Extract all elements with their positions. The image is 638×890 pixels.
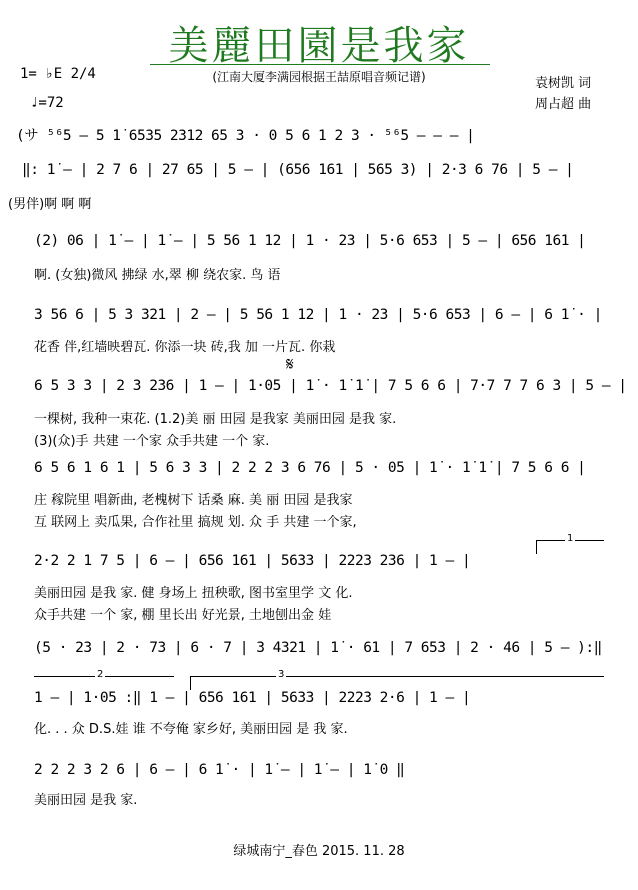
score-row-lyrics: (男伴)啊 啊 啊 xyxy=(8,197,92,212)
score-row-notes: (5 · 23 | 2 · 73 | 6 · 7 | 3 4321 | 1̇ · 61 | 7 653 | 2 · 46 | 5 – ):‖ xyxy=(34,640,602,656)
score-row-notes: (サ ⁵⁶5 – 5 1̇ 6535 2312 65 3 · 0 5 6 1 2 3 · ⁵⁶5 – – – | xyxy=(16,128,475,144)
score-row-lyrics: 一棵树, 我种一束花. (1.2)美 丽 田园 是我家 美丽田园 是我 家. xyxy=(34,412,397,427)
score-row-lyrics: 美丽田园 是我 家. 健 身场上 扭秧歌, 图书室里学 文 化. xyxy=(34,586,353,601)
score-row-notes: 3 56 6 | 5 3 321 | 2 – | 5 56 1 12 | 1 · 23 | 5·6 653 | 6 – | 6 1̇ · | xyxy=(34,307,602,323)
volta-3-number: 3 xyxy=(278,669,285,680)
tempo-marking: ♩=72 xyxy=(30,95,64,111)
score-row-notes: (2) 06 | 1̇ – | 1̇ – | 5 56 1 12 | 1 · 23 | 5·6 653 | 5 – | 656 161 | xyxy=(34,233,586,249)
score-row-lyrics: 化. . . 众 D.S.娃 谁 不夸俺 家乡好, 美丽田园 是 我 家. xyxy=(34,722,348,737)
key-signature: 1= ♭E 2/4 xyxy=(20,66,96,82)
score-row-notes: 1 – | 1·05 :‖ 1 – | 656 161 | 5633 | 2223 2·6 | 1 – | xyxy=(34,690,471,706)
volta-2-number: 2 xyxy=(97,669,104,680)
page-title: 美麗田園是我家 xyxy=(168,23,470,69)
footer-signature: 绿城南宁_春色 2015. 11. 28 xyxy=(233,844,405,859)
score-row-notes: 6 5 6 1 6 1 | 5 6 3 3 | 2 2 2 3 6 76 | 5 · 05 | 1̇ · 1̇ 1̇ | 7 5 6 6 | xyxy=(34,460,586,476)
lyricist-credit: 袁树凯 词 xyxy=(535,76,592,91)
volta-3-bracket-start xyxy=(190,676,191,690)
volta-3-bracket xyxy=(190,676,604,677)
score-row-lyrics: 庄 稼院里 唱新曲, 老槐树下 话桑 麻. 美 丽 田园 是我家 xyxy=(34,493,353,508)
composer-credit: 周占超 曲 xyxy=(535,97,592,112)
score-row-lyrics: 花香 伴,红墙映碧瓦. 你添一块 砖,我 加 一片瓦. 你栽 xyxy=(34,340,336,355)
score-row-notes: 2·2 2 1 7 5 | 6 – | 656 161 | 5633 | 2223 236 | 1 – | xyxy=(34,553,471,569)
subtitle: (江南大厦李满园根据王喆原唱音频记谱) xyxy=(212,70,426,84)
volta-1-bracket-end xyxy=(536,540,537,554)
score-row-lyrics: 啊. (女独)微风 拂绿 水,翠 柳 绕农家. 鸟 语 xyxy=(34,268,281,283)
score-row-lyrics: (3)(众)手 共建 一个家 众手共建 一个 家. xyxy=(34,434,270,449)
score-row-lyrics: 互 联网上 卖瓜果, 合作社里 搞规 划. 众 手 共建 一个家, xyxy=(34,515,357,530)
score-row-lyrics: 众手共建 一个 家, 棚 里长出 好光景, 土地刨出金 娃 xyxy=(34,608,332,623)
volta-1-number: 1 xyxy=(567,533,574,544)
score-row-notes: ‖: 1̇ – | 2 7 6 | 27 65 | 5 – | (656 161 | 565 3) | 2·3 6 76 | 5 – | xyxy=(22,162,574,178)
segno-sign: 𝄋 xyxy=(286,354,294,375)
score-row-notes: 6 5 3 3 | 2 3 236 | 1 – | 1·05 | 1̇ · 1̇ 1̇ | 7 5 6 6 | 7·7 7 7 6 3 | 5 – | xyxy=(34,378,627,394)
title-underline xyxy=(150,64,490,65)
score-row-lyrics: 美丽田园 是我 家. xyxy=(34,793,138,808)
score-row-notes: 2 2 2 3 2 6 | 6 – | 6 1̇ · | 1̇ – | 1̇ – | 1̇ 0 ‖ xyxy=(34,762,405,778)
